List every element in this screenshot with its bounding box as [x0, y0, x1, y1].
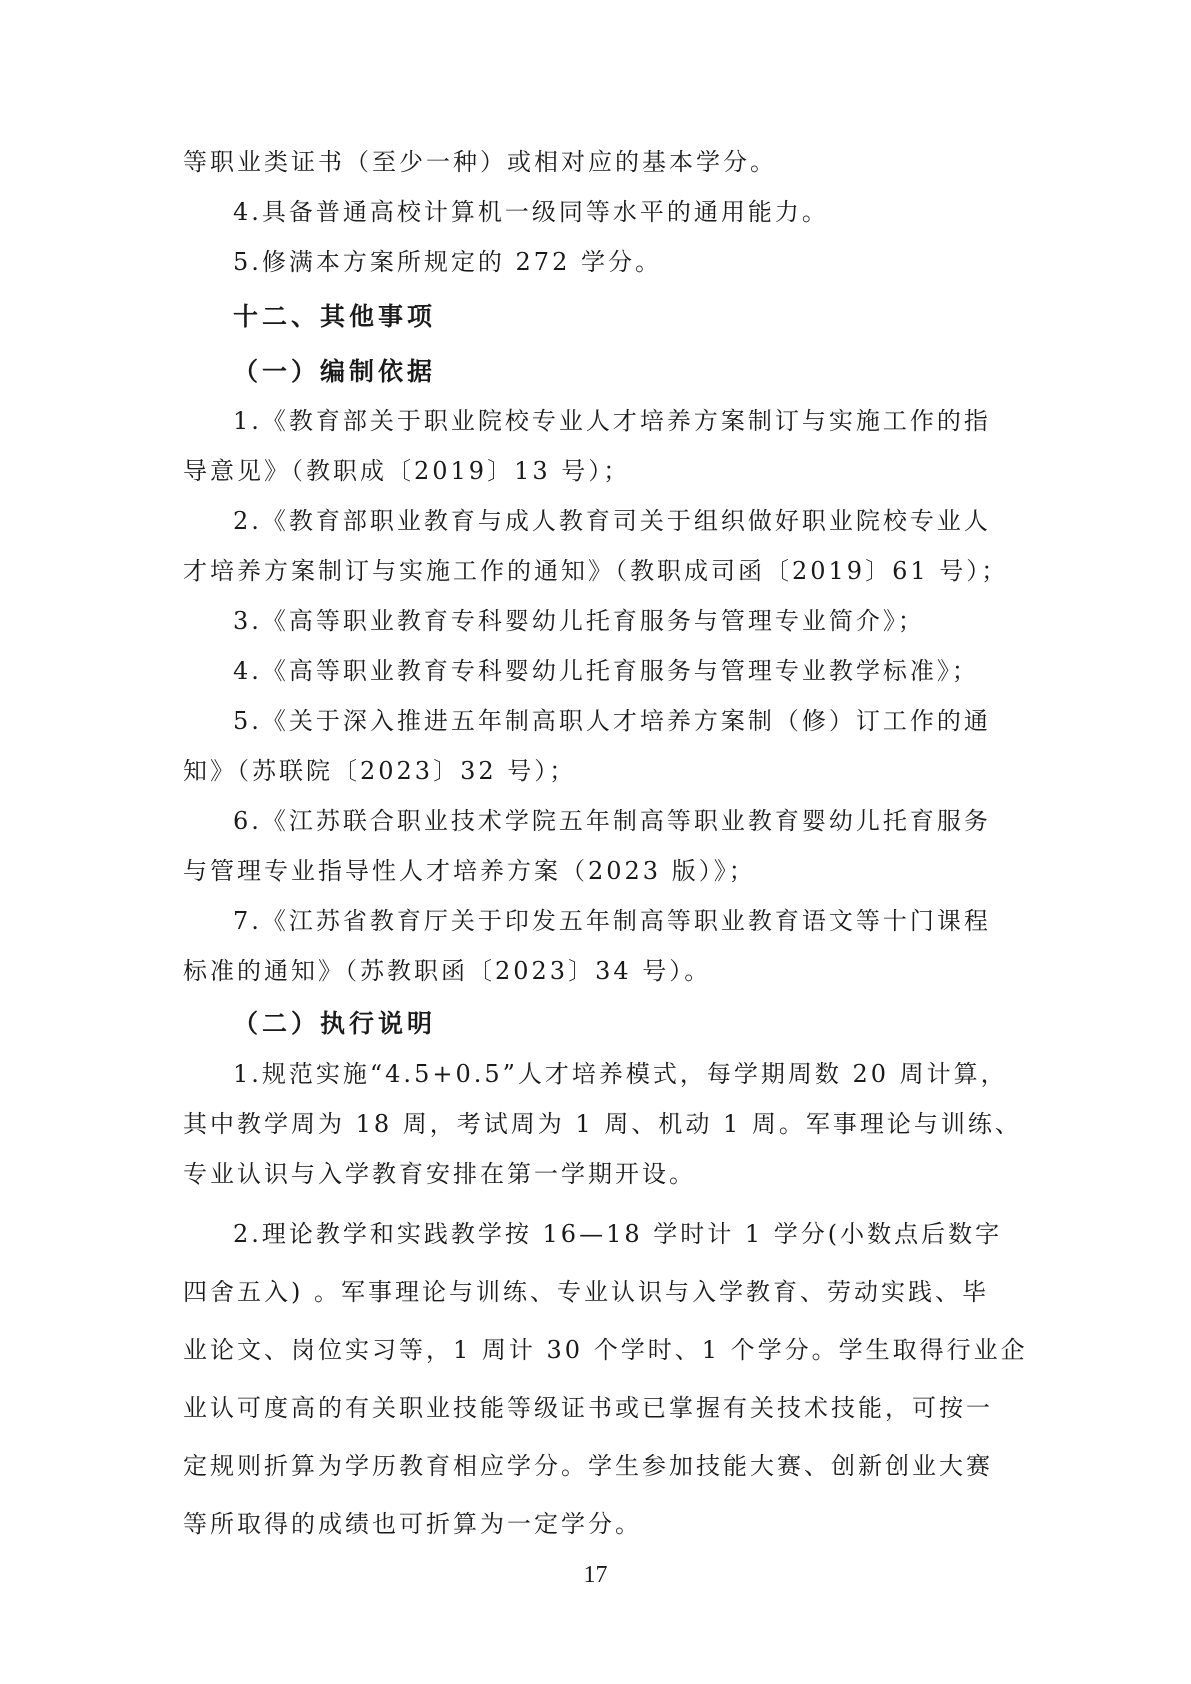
text-line: 4.具备普通高校计算机一级同等水平的通用能力。	[233, 198, 829, 226]
text-line: 导意见》（教职成〔2019〕13 号）；	[183, 457, 631, 485]
subsection-heading: （一）编制依据	[233, 357, 437, 386]
text-line: 定规则折算为学历教育相应学分。学生参加技能大赛、创新创业大赛	[183, 1452, 993, 1480]
text-line: 4.《高等职业教育专科婴幼儿托育服务与管理专业教学标准》；	[233, 657, 979, 685]
text-line: 等所取得的成绩也可折算为一定学分。	[183, 1510, 642, 1538]
text-line: 标准的通知》（苏教职函〔2023〕34 号）。	[183, 957, 712, 985]
text-line: 1.规范实施“4.5+0.5”人才培养模式，每学期周数 20 周计算，	[233, 1060, 1008, 1088]
text-line: 5.《关于深入推进五年制高职人才培养方案制（修）订工作的通	[233, 707, 991, 735]
text-line: 其中教学周为 18 周，考试周为 1 周、机动 1 周。军事理论与训练、	[183, 1110, 1022, 1138]
section-heading: 十二、其他事项	[233, 302, 437, 331]
text-line: 1.《教育部关于职业院校专业人才培养方案制订与实施工作的指	[233, 407, 991, 435]
text-line: 7.《江苏省教育厅关于印发五年制高等职业教育语文等十门课程	[233, 907, 991, 935]
page-number: 17	[583, 1562, 608, 1588]
text-line: 6.《江苏联合职业技术学院五年制高等职业教育婴幼儿托育服务	[233, 807, 991, 835]
text-line: 业论文、岗位实习等，1 周计 30 个学时、1 个学分。学生取得行业企	[183, 1336, 1028, 1364]
text-line: 3.《高等职业教育专科婴幼儿托育服务与管理专业简介》；	[233, 607, 925, 635]
text-line: 2.《教育部职业教育与成人教育司关于组织做好职业院校专业人	[233, 507, 991, 535]
text-line: 与管理专业指导性人才培养方案（2023 版）》；	[183, 857, 756, 885]
text-line: 5.修满本方案所规定的 272 学分。	[233, 248, 662, 276]
text-line: 2.理论教学和实践教学按 16—18 学时计 1 学分(小数点后数字	[233, 1220, 1003, 1248]
text-line: 等职业类证书（至少一种）或相对应的基本学分。	[183, 148, 777, 176]
text-line: 业认可度高的有关职业技能等级证书或已掌握有关技术技能，可按一	[183, 1394, 993, 1422]
subsection-heading: （二）执行说明	[233, 1009, 437, 1038]
text-line: 知》（苏联院〔2023〕32 号）；	[183, 757, 577, 785]
text-line: 四舍五入) 。军事理论与训练、专业认识与入学教育、劳动实践、毕	[183, 1278, 989, 1306]
text-line: 才培养方案制订与实施工作的通知》（教职成司函〔2019〕61 号）；	[183, 557, 1009, 585]
text-line: 专业认识与入学教育安排在第一学期开设。	[183, 1160, 696, 1188]
